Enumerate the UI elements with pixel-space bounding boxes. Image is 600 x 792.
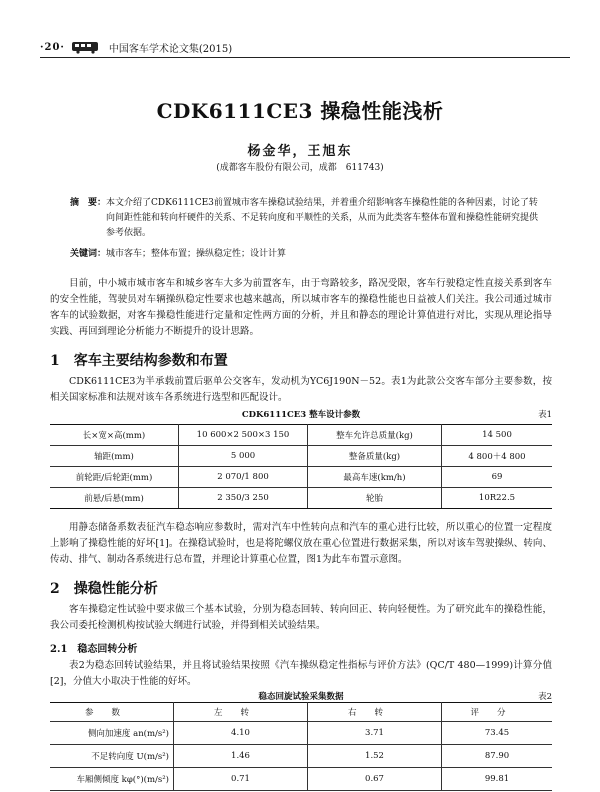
table-cell: 99.81 — [442, 768, 553, 791]
table-cell: 87.90 — [442, 745, 553, 768]
table-cell: 长×宽×高(mm) — [50, 425, 179, 446]
journal-name: 中国客车学术论文集(2015) — [108, 43, 233, 55]
table-cell: 2 350/3 250 — [179, 488, 308, 509]
table-cell: 车厢侧倾度 kφ(°)(m/s²) — [50, 768, 174, 791]
subsection-heading-2-1 — [50, 640, 137, 655]
section-heading-1 — [50, 350, 228, 370]
section2-paragraph: 客车操稳定性试验中要求做三个基本试验，分别为稳态回转、转向回正、转向轻便性。为了研究此车的操稳性能，我公司委托检测机构按试验大纲进行试验，并得到相关试验结果。 — [50, 604, 552, 631]
table-cell: 1.46 — [174, 745, 308, 768]
table-cell: 73.45 — [442, 722, 553, 745]
column-header: 右转 — [308, 703, 442, 722]
section-heading-2 — [50, 578, 158, 598]
table-row — [50, 467, 552, 488]
table-cell: 整车允许总质量(kg) — [308, 425, 442, 446]
table2 — [50, 702, 552, 791]
table1 — [50, 424, 552, 509]
table-cell: 侧向加速度 an(m/s²) — [50, 722, 174, 745]
column-header: 评分 — [442, 703, 553, 722]
table-cell: 5 000 — [179, 446, 308, 467]
column-header: 参数 — [50, 703, 174, 722]
table-header-row — [50, 703, 552, 722]
table-cell: 10 600×2 500×3 150 — [179, 425, 308, 446]
keywords — [70, 246, 540, 259]
section-title: 客车主要结构参数和布置 — [73, 353, 228, 369]
table-cell: 不足转向度 U(m/s²) — [50, 745, 174, 768]
table-row — [50, 488, 552, 509]
authors: 杨金华，王旭东 — [247, 144, 353, 159]
intro-paragraph: 目前，中小城市城市客车和城乡客车大多为前置客车，由于弯路较多，路况受限，客车行驶稳定性直接关系到客车的安全性能，驾驶员对车辆操纵稳定性要求也越来越高，所以城市客车的操稳性能也日益被人们关注。我公司通过城市客车的试验数据，对客车操稳性能进行定量和定性两方面的分析，并且和静态的理论计算值进行对比，实现从理论指导实践、再回到理论分析能力不断提升的设计思路。 — [50, 278, 552, 337]
table-cell: 10R22.5 — [442, 488, 553, 509]
table-cell: 14 500 — [442, 425, 553, 446]
table2-title: 稳态回旋试验采集数据 — [258, 692, 344, 702]
table-cell: 4 800＋4 800 — [442, 446, 553, 467]
table-row — [50, 722, 552, 745]
section-number: 2 — [50, 581, 60, 597]
section-title: 操稳性能分析 — [73, 581, 158, 597]
abstract-text: 本文介绍了CDK6111CE3前置城市客车操稳试验结果，并着重介绍影响客车操稳性能的各种因素，讨论了转向间距性能和转向杆硬件的关系、不足转向度和平顺性的关系，从而为此类客车整体布置和操稳性能研究提供参考依据。 — [106, 198, 539, 238]
table-row — [50, 425, 552, 446]
table-cell: 前轮距/后轮距(mm) — [50, 467, 179, 488]
table-cell: 2 070/1 800 — [179, 467, 308, 488]
bus-logo-icon — [71, 40, 101, 54]
paper-title: CDK6111CE3 操稳性能浅析 — [156, 99, 444, 123]
table-cell: 69 — [442, 467, 553, 488]
section1-after-paragraph: 用静态储备系数表征汽车稳态响应参数时，需对汽车中性转向点和汽车的重心进行比较，所以重心的位置一定程度上影响了操稳性能的好坏[1]。在操稳试验时，也是将陀螺仪放在重心位置进行数据采集，所以对该车驾驶操纵、转向、传动、排气、制动各系统进行总布置，并理论计算重心位置，图1为此车布置示意图。 — [50, 522, 552, 565]
table-cell: 整备质量(kg) — [308, 446, 442, 467]
table2-number: 表2 — [538, 692, 552, 702]
header-rule — [40, 57, 570, 58]
table-cell: 0.71 — [174, 768, 308, 791]
affiliation: (成都客车股份有限公司，成都 611743) — [216, 163, 384, 173]
subsection-number: 2.1 — [50, 644, 68, 655]
table-row — [50, 745, 552, 768]
section21-paragraph: 表2为稳态回转试验结果，并且将试验结果按照《汽车操纵稳定性指标与评价方法》(QC/T 480—1999)计算分值[2]，分值大小取决于性能的好坏。 — [50, 660, 552, 687]
table-cell: 1.52 — [308, 745, 442, 768]
running-header — [40, 38, 570, 56]
table-cell: 3.71 — [308, 722, 442, 745]
abstract-label: 摘 要： — [70, 198, 107, 208]
keywords-text: 城市客车；整体布置；操纵稳定性；设计计算 — [106, 249, 287, 259]
table-cell: 4.10 — [174, 722, 308, 745]
subsection-title: 稳态回转分析 — [77, 644, 138, 655]
section1-paragraph: CDK6111CE3为半承载前置后驱单公交客车，发动机为YC6J190N－52。表1为此款公交客车部分主要参数，按相关国家标准和法规对该车各系统进行选型和匹配设计。 — [50, 376, 552, 403]
table-cell: 轮胎 — [308, 488, 442, 509]
table-cell: 0.67 — [308, 768, 442, 791]
table1-title: CDK6111CE3 整车设计参数 — [241, 410, 361, 420]
table-cell: 轴距(mm) — [50, 446, 179, 467]
column-header: 左转 — [174, 703, 308, 722]
table-row — [50, 768, 552, 791]
keywords-label: 关键词： — [70, 249, 107, 259]
section-number: 1 — [50, 353, 60, 369]
page-number: ·20· — [40, 41, 65, 53]
table-row — [50, 446, 552, 467]
table-cell: 最高车速(km/h) — [308, 467, 442, 488]
table-cell: 前悬/后悬(mm) — [50, 488, 179, 509]
table1-number: 表1 — [538, 410, 552, 420]
abstract — [70, 196, 540, 241]
